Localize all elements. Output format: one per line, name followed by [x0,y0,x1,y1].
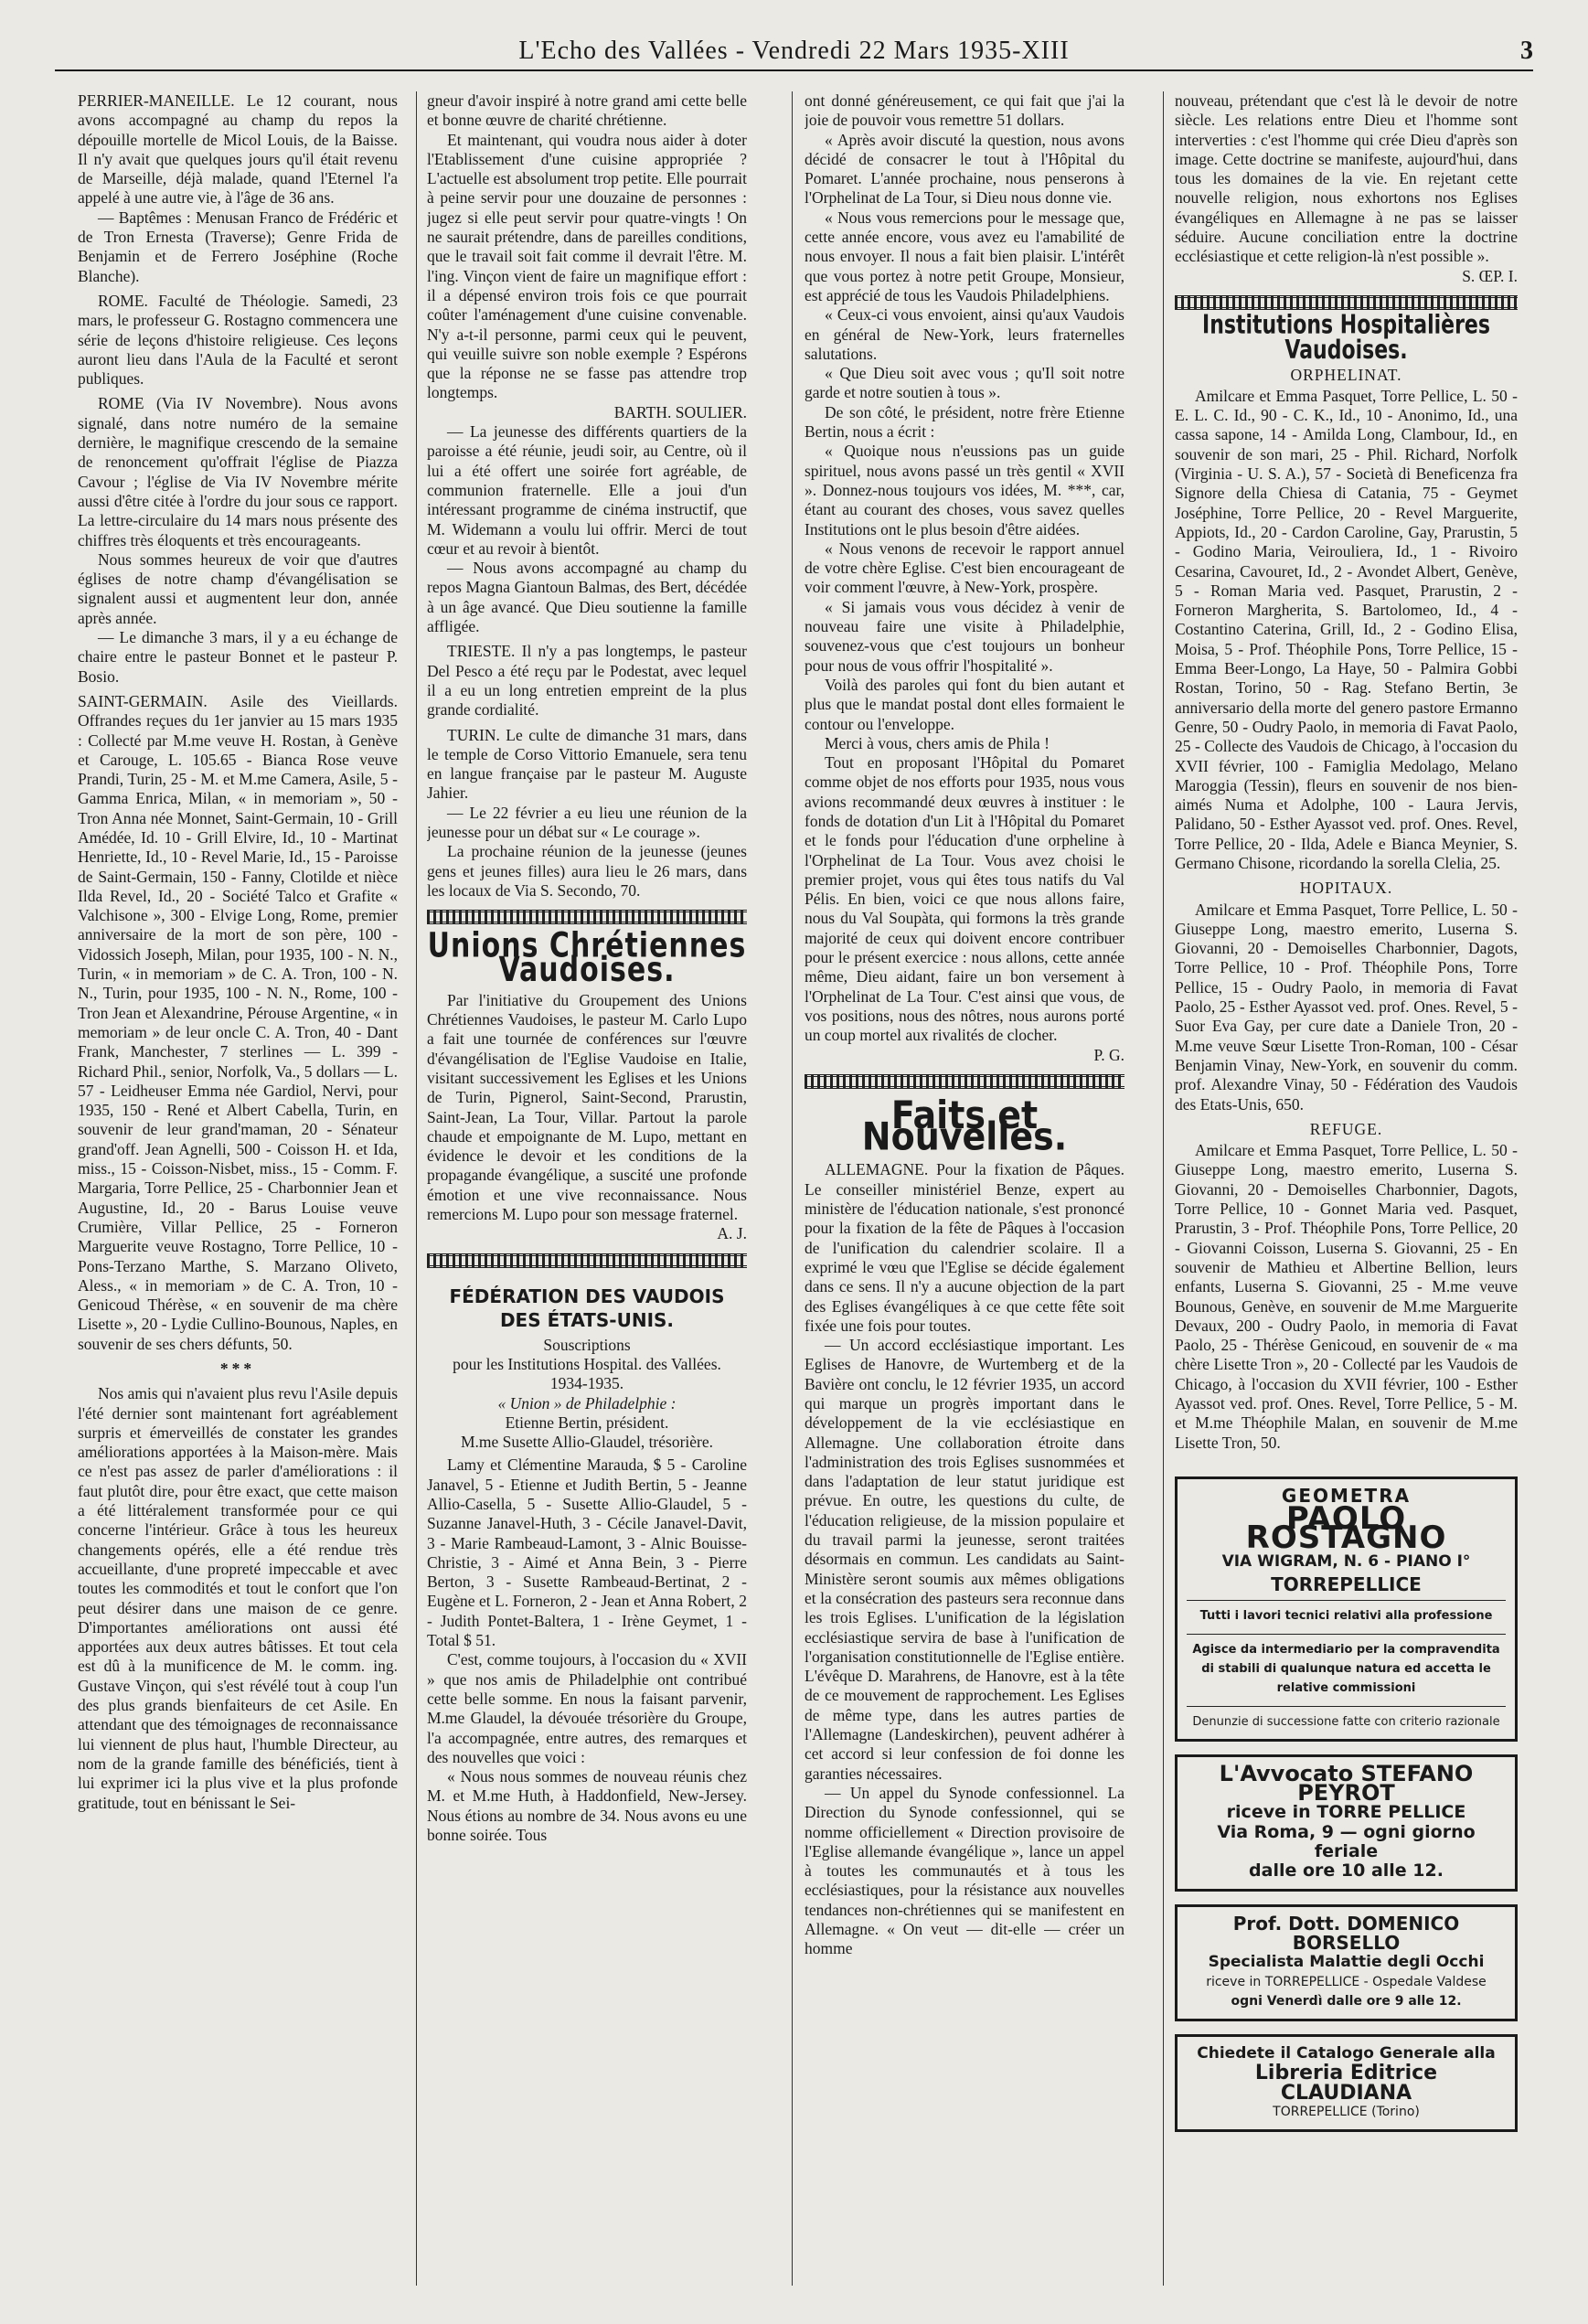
article-rome-pulpit-exchange: — Le dimanche 3 mars, il y a eu échange de chaire entre le pasteur Bonnet et le pasteur P. Bosio. [78,628,398,686]
letter-para: « Après avoir discuté la question, nous avons décidé de consacrer le tout à l'Hôpital du Pomaret. L'année prochaine, nous penserons à l'Orphelinat de La Tour, si Dieu nous donne vie. [805,130,1124,208]
ad-line: VIA WIGRAM, N. 6 - PIANO I° [1221,1551,1471,1571]
heading-institutions: Institutions Hospitalières Vaudoises. [1202,310,1490,367]
column-1 [78,91,398,2295]
article-accord: — Un accord ecclésiastique important. Les Eglises de Hanovre, de Wurtemberg et de la Bavière ont conclu, le 12 février 1935, un accord qui marque un progrès important dans le développement de la vie ecclésiastique en Allemagne. Une collaboration étroite dans l'administration des trois Eglises susnommées et dans l'adaptation de leur statut juridique est prévue. En outre, les questions du culte, de l'éducation religieuse, de la mission populaire et du travail parmi la jeunesse, seront traitées désormais en commun. Les candidats au Saint-Ministère seront soumis aux mêmes obligations et la consécration des pasteurs sera reconnue dans les trois Eglises. L'unification de la législation ecclésiastique servira de base à l'unification de l'organisation constitutionnelle de l'Eglise entière. L'évêque D. Marahrens, de Hanovre, est à la tête de ce mouvement de rapprochement. Les Eglises de même type, dans les autres parties de l'Allemagne (Landeskirchen), peuvent adhérer à cet accord si leur confession de foi donne les garanties nécessaires. [805,1336,1124,1783]
heading-orphelinat: ORPHELINAT. [1290,365,1402,384]
letter-para: « Que Dieu soit avec vous ; qu'Il soit notre garde et notre soutien à tous ». [805,364,1124,402]
article-perrier-maneille: PERRIER-MANEILLE. Le 12 courant, nous avons accompagné au champ du repos la dépouille mortelle de Micol Louis, de la Baisse. Il n'y avait que quelques jours qu'il était revenu de Marseille, déjà malade, quand l'Eternel l'a appelé à une autre vie, à l'âge de 36 ans. [78,91,398,208]
letter-para: Merci à vous, chers amis de Phila ! [825,733,1050,752]
fed-subtitle: 1934-1935. [549,1374,624,1393]
ad-line: Via Roma, 9 — ogni giorno feriale [1217,1821,1476,1862]
ad-line: Agisce da intermediario per la compravendita di stabili di qualunque natura ed accetta le relative commissioni [1187,1634,1506,1699]
heading-hopitaux: HOPITAUX. [1299,879,1393,898]
ad-line: Denunzie di successione fatte con criterio razionale [1187,1706,1506,1732]
list-hopitaux: Amilcare et Emma Pasquet, Torre Pellice, L. 50 - Giuseppe Long, maestro emerito, Luserna S. Giovanni, 20 - Demoiselles Charbonnier, Dagots, Torre Pellice, 10 - Prof. Théophile Pons, Torre Pellice, 15 - Oudry Paolo, in memoria di Favat Paolo, 25 - Esther Ayassot ved. prof. Ones. Revel, 5 - Suor Eva Gay, per cure date a Daniele Tron, 20 - M.me veuve Sœur Lisette Tron-Roman, 100 - César Benjamin Vinay, New-York, en souvenir du comm. prof. Alexandre Vinay, 50 - Fédération des Vaudois des Etats-Unis, 650. [1175,900,1518,1114]
ad-line: Libreria Editrice CLAUDIANA [1254,2062,1438,2105]
letter-para: « Ceux-ci vous envoient, ainsi qu'aux Vaudois en général de New-York, leurs fraternelles salutations. [805,305,1124,363]
article-cuisine: Et maintenant, qui voudra nous aider à doter l'Etablissement d'une cuisine appropriée ? L'actuelle est absolument trop petite. Elle pourrait à peine servir pour une douzaine de personnes : jugez si elle peut servir pour quatre-vingts ! On ne saurait prétendre, dans de pareilles conditions, que le travail soit fait comme il devrait l'être. M. l'ing. Vinçon vient de faire un magnifique effort : il a dépensé environ trois fois ce que pourrait coûter l'aménagement d'une cuisine convenable. N'y a-t-il personne, parmi ceux qui le peuvent, qui veuille suivre son noble exemple ? Espérons que la réponse ne se fasse pas attendre trop longtemps. [427,130,747,402]
fed-subtitle: « Union » de Philadelphie : [497,1393,677,1413]
article-turin-reunion: La prochaine réunion de la jeunesse (jeunes gens et jeunes filles) aura lieu le 26 mars, dans les locaux de Via S. Secondo, 70. [427,842,747,900]
article-allemagne-paques: ALLEMAGNE. Pour la fixation de Pâques. Le conseiller ministériel Benze, expert au ministère de l'éducation nationale, s'est prononcé pour la fixation de la fête de Pâques à l'occasion de l'unification du calendrier scolaire. Il a exprimé le vœu que l'Eglise se décide également dans ce sens. Il n'y a aucune objection de la part des Eglises évangéliques à ce que cette fête soit fixée une fois pour toutes. [805,1160,1124,1335]
ad-line: TORREPELLICE [1271,1573,1422,1596]
article-rome-churches: Nous sommes heureux de voir que d'autres églises de notre champ d'évangélisation se signalent aussi et augmentent leur don, année après année. [78,549,398,627]
ad-line: Specialista Malattie degli Occhi [1208,1953,1485,1972]
article-turin: TURIN. Le culte de dimanche 31 mars, dans le temple de Corso Vittorio Emanuele, sera tenu en langue française par le pasteur M. Auguste Jahier. [427,725,747,803]
fed-subtitle: Souscriptions [543,1335,631,1354]
letter-para: « Nous venons de recevoir le rapport annuel de votre chère Eglise. C'est bien encourageant de voir comment l'œuvre, à New-York, prospère. [805,538,1124,597]
fed-president: Etienne Bertin, président. [505,1413,669,1432]
letter-para: « Nous vous remercions pour le message que, cette année encore, vous avez eu l'amabilité de nous envoyer. Il nous a fait bien plaisir. L'intérêt que vous portez à notre petit Groupe, Monsieur, est apprécié de tous les Vaudois Philadelphiens. [805,208,1124,304]
signature-pg: P. G. [1093,1045,1124,1064]
ad-line: riceve in TORRE PELLICE [1226,1802,1466,1823]
list-refuge: Amilcare et Emma Pasquet, Torre Pellice, L. 50 - Giuseppe Long, maestro emerito, Luserna S. Giovanni, 20 - Demoiselles Charbonnier, Dagots, Torre Pellice, 10 - Gonnet Maria ved. Pasquet, Prarustin, 3 - Prof. Théophile Pons, Torre Pellice, 20 - Giovanni Coisson, Luserna S. Giovanni, 25 - En souvenir de Mathieu et Albertine Bellion, leurs enfants, Luserna S. Giovanni, 25 - M.me veuve Bounous, Genève, en souvenir de M.me Marguerite Devaux, 200 - Oudry Paolo, in memoria di Favat Paolo, 25 - Thérèse Genicoud, en souvenir de « ma chère Lisette Tron », 20 - Collecté par les Vaudois de Chicago, à l'occasion du XVII février, 100 - Esther Ayassot ved. prof. Ones. Revel, Torre Pellice, 5 - M. et M.me Théophile Malan, en souvenir de M.me Lisette Tron, 50. [1175,1141,1518,1452]
article-rome-via-iv-novembre: ROME (Via IV Novembre). Nous avons signalé, dans notre numéro de la semaine dernière, le magnifique crescendo de la semaine de renoncement qu'offrait l'église de Piazza Cavour ; l'église de Via IV Novembre mérite aussi d'être citée à l'ordre du jour sous ce rapport. La lettre-circulaire du 14 mars nous présente des chiffres très éloquents et très encourageants. [78,394,398,549]
article-champ-repos: — Nous avons accompagné au champ du repos Magna Giantoun Balmas, des Bert, décédée à un âge avancé. Que Dieu soutienne la famille affligée. [427,559,747,636]
ornamental-rule [427,910,747,924]
letter-para: « Quoique nous n'eussions pas un guide spirituel, nous avons passé un très gentil « XVII ». Donnez-nous toujours vos idées, M. ***, car, étant au courant des choses, vous savez quelles Institutions ont le plus besoin d'être aidées. [805,442,1124,538]
letter-para: Tout en proposant l'Hôpital du Pomaret comme objet de nos efforts pour 1935, nous vous avions recommandé deux œuvres à instituer : le fonds de dotation d'un Lit à l'Hôpital du Pomaret et le fonds pour l'éducation d'une orpheline à l'Orphelinat de La Tour. Vous avez choisi le premier projet, vous qui êtes tous natifs du Val Pélis. En bien, voici ce que nous allons faire, nous du Val Soupàta, qui formons la très grande majorité de ceux qui doivent encore contribuer pour le présent exercice : nous allons, cette année même, Dieu aidant, faire un bon versement à l'Orphelinat de La Tour. C'est ainsi que vous, de vos positions, nous des nôtres, nous aurons porté un coup mortel aux rivalités de clocher. [805,753,1124,1045]
ad-peyrot [1175,1754,1518,1892]
ad-borsello [1175,1904,1518,2021]
column-2 [427,91,747,2295]
column-rule [792,91,793,2286]
article-trieste: TRIESTE. Il n'y a pas longtemps, le pasteur Del Pesco a été reçu par le Podestat, avec lequel il a eu un long entretien empreint de la plus grande cordialité. [427,642,747,720]
fed-subtitle: pour les Institutions Hospital. des Vallées. [453,1354,721,1373]
article-philadelphie: C'est, comme toujours, à l'occasion du « XVII » que nos amis de Philadelphie ont contribué cette belle somme. En nous la faisant parvenir, M.me Glaudel, la dévouée trésorière du Groupe, l'a accompagnée, entre autres, des remarques et des nouvelles que voici : [427,1650,747,1766]
column-rule [1163,91,1164,2286]
heading-faits-nouvelles: Faits et Nouvelles. [861,1093,1068,1159]
ornamental-rule [427,1253,747,1268]
article-unions: Par l'initiative du Groupement des Unions Chrétiennes Vaudoises, le pasteur M. Carlo Lupo a fait une tournée de conférences sur l'œuvre d'évangélisation de l'Eglise Vaudoise en Italie, visitant successivement les Eglises et les Unions de Turin, Pignerol, Saint-Second, Prarustin, Saint-Jean, La Tour, Villar. Partout la parole chaude et empoignante de M. Lupo, mettant en évidence le devoir et les conditions de la propagande évangélique, a suscité une profonde émotion et une vive reconnaissance. Nous remercions M. Lupo pour son message fraternel. [427,990,747,1224]
letter-para: « Si jamais vous vous décidez à venir de nouveau faire une visite à Philadelphie, souvenez-vous que c'est toujours un bonheur pour nous de vous offrir l'hospitalité ». [805,597,1124,675]
article-synode-cont: nouveau, prétendant que c'est là le devoir de notre siècle. Les relations entre Dieu et l'homme sont interverties : c'est l'homme qui crée Dieu d'après son image. Cette doctrine se manifeste, aujourd'hui, dans tous les domaines de la vie. En rejetant cette nouvelle religion, nous exhortons nos Eglises évangéliques en Allemagne à ne pas se laisser séduire. Aucune conciliation entre la doctrine ecclésiastique et cette religion-là n'est possible ». [1175,91,1518,266]
ad-claudiana [1175,2034,1518,2132]
column-3 [805,91,1124,2295]
article-phila-cont: ont donné généreusement, ce qui fait que j'ai la joie de pouvoir vous remettre 51 dollars. [805,91,1124,130]
masthead [55,37,1533,71]
ad-line: PAOLO ROSTAGNO [1245,1500,1447,1557]
article-turin-debat: — Le 22 février a eu lieu une réunion de la jeunesse pour un débat sur « Le courage ». [427,803,747,841]
signature-soulier: BARTH. SOULIER. [613,402,747,421]
signature-aj: A. J. [717,1224,747,1243]
ad-line: riceve in TORREPELLICE - Ospedale Valdese [1206,1974,1487,1989]
ad-line: Chiedete il Catalogo Generale alla [1197,2044,1496,2063]
heading-refuge: REFUGE. [1309,1119,1383,1138]
ad-line: GEOMETRA [1281,1484,1412,1507]
article-jeunesse: — La jeunesse des différents quartiers de la paroisse a été réunie, jeudi soir, au Centre, où il lui a été offert une soirée fort agréable, de communion fraternelle. Elle a joui d'un intéressant programme de cinéma instructif, que M. Widemann a voulu lui offrir. Merci de tout cœur et au revoir à bientôt. [427,422,747,558]
signature-soepi: S. ŒP. I. [1462,266,1518,285]
column-4 [1175,91,1518,2295]
section-stars: *** [219,1359,256,1378]
page-number: 3 [1520,37,1533,65]
article-asile-cont: gneur d'avoir inspiré à notre grand ami cette belle et bonne œuvre de charité chrétienne. [427,91,747,130]
article-synode: — Un appel du Synode confessionnel. La Direction du Synode confessionnel, qui se nomme officiellement « Direction provisoire de l'Eglise allemande évangélique », lance un appel à toutes les communautés et à tous les ecclésiastiques, pour la résistance aux nouvelles tendances non-chrétiennes qui se manifestent en Allemagne. « On veut — dit-elle — créer un homme [805,1783,1124,1958]
ad-rostagno [1175,1476,1518,1742]
column-rule [416,91,417,2286]
article-baptemes: — Baptêmes : Menusan Franco de Frédéric et de Tron Ernesta (Traverse); Genre Frida de Benjamin et de Ferrero Joséphine (Roche Blanche). [78,208,398,285]
heading-unions-chretiennes: Unions Chrétiennes Vaudoises. [427,926,747,991]
letter-para: Voilà des paroles qui font du bien autant et plus que le mandat postal dont elles formaient le contour ou l'enveloppe. [805,675,1124,733]
ad-line: Prof. Dott. DOMENICO BORSELLO [1232,1912,1460,1954]
ad-line: TORREPELLICE (Torino) [1273,2105,1420,2120]
letter-para: De son côté, le président, notre frère Etienne Bertin, nous a écrit : [805,402,1124,442]
fed-list: Lamy et Clémentine Marauda, $ 5 - Caroline Janavel, 5 - Etienne et Judith Bertin, 5 - Jeanne Allio-Casella, 5 - Susette Allio-Glaudel, 5 - Suzanne Janavel-Huth, 3 - Cécile Janavel-Davit, 3 - Marie Rambeaud-Lamont, 3 - Alnic Bouisse-Christie, 3 - Aimé et Anna Bein, 3 - Pierre Berton, 3 - Susette Rambeaud-Bertinat, 2 - Eugène et L. Forneron, 2 - Jean et Anna Robert, 2 - Judith Pontet-Baltera, 1 - Irène Geymet, 1 - Total $ 51. [427,1455,747,1650]
article-saint-germain: SAINT-GERMAIN. Asile des Vieillards. Offrandes reçues du 1er janvier au 15 mars 1935 : Collecté par M.me veuve H. Rostan, à Genève et Carouge, L. 105.65 - Bianca Rose veuve Prandi, Turin, 25 - M. et M.me Camera, Asile, 5 - Gamma Enrica, Milan, « in memoriam », 50 - Tron Anna née Monnet, Saint-Germain, 10 - Grill Amédée, Id. 10 - Grill Elvire, Id., 10 - Martinat Henriette, Id., 10 - Revel Marie, Id., 15 - Paroisse de Saint-Germain, 150 - Fanny, Clotilde et nièce Ilda Revel, Id., 20 - Société Talco et Grafite « Valchisone », 300 - Elvige Long, Rome, premier anniversaire de la mort de son père, 100 - Vidossich Joseph, Milan, pour 1935, 100 - N. N., Turin, « in memoriam » de C. A. Tron, 100 - N. N., Turin, pour 1935, 100 - N. N., Rome, 100 - Tron Jean et Alexandrine, Pérouse Argentine, « in memoriam » de leur oncle C. A. Tron, 40 - Dant Frank, Manchester, 7 sterlines — L. 399 - Richard Phil., senior, Norfolk, Va., 5 dollars — L. 57 - Leidheuser Emma née Gardiol, Nervi, pour 1935, 150 - René et Albert Cabella, Turin, en souvenir de leur grand'maman, 20 - Sénateur grand'off. Jean Agnelli, 500 - Coisson H. et Ida, miss., 15 - Coisson-Nisbet, miss., 15 - Comm. F. Margaria, Torre Pellice, 25 - Charbonnier Jean et Augustine, Id., 20 - Barus Louise veuve Crumière, Villar Pellice, 25 - Forneron Marguerite veuve Rostagno, Torre Pellice, 10 - Pons-Terzano Marthe, S. Marzano Oliveto, Aless., « in memoriam » de C. A. Tron, 10 - Genicoud Thérèse, « en souvenir de ma chère Lisette », 20 - Lydie Cullino-Bounous, Naples, en souvenir de ses chers défunts, 50. [78,691,398,1353]
ad-line: L'Avvocato STEFANO PEYROT [1219,1760,1474,1807]
ornamental-rule [1175,295,1518,310]
masthead-title: L'Echo des Vallées - Vendredi 22 Mars 1935-XIII [518,37,1070,65]
list-orphelinat: Amilcare et Emma Pasquet, Torre Pellice, L. 50 - E. L. C. Id., 90 - C. K., Id., 10 - Anonimo, Id., una cassa sapone, 14 - Amilda Long, Clambour, Id., en souvenir de son mari, 25 - Phil. Richard, Norfolk (Virginia - U. S. A.), 57 - Società di Beneficenza fra Signore della Chiesa di Catania, 75 - Geymet Joséphine, Torre Pellice, 20 - Revel Marguerite, Appiots, Id., 20 - Cardon Caroline, Gay, Prarustin, 5 - Godino Maria, Veirouliera, Id., 1 - Rivoiro Cesarina, Cavouret, Id., 2 - Avondet Albert, Genève, 5 - Roman Maria ved. Pasquet, Prarustin, 2 - Forneron Margherita, S. Bartolomeo, Id., 4 - Costantino Caterina, Grill, Id., 2 - Godino Elisa, Moisa, 5 - Prof. Théophile Pons, Torre Pellice, 15 - Emma Beer-Longo, La Haye, 50 - Palmira Gobbi Rostan, Torino, 50 - Rag. Stefano Bertin, 3e anniversario della morte del genero pastore Ermanno Genre, 50 - Oudry Paolo, in memoria di Favat Paolo, 25 - Collecte des Vaudois de Chicago, à l'occasion du XVII février, 100 - Famiglia Medolago, Melano Maroggia (Tessin), fleurs en souvenir de nos bien-aimés Numa et Adolphe, 100 - Laura Jervis, Palidano, 50 - Esther Ayassot ved. prof. Ones. Revel, Torre Pellice, 20 - Ilda, Adele e Bianca Meynier, S. Germano Chisone, ricordando la sorella Clelia, 25. [1175,386,1518,872]
ornamental-rule [805,1074,1124,1089]
heading-federation: FÉDÉRATION DES VAUDOIS DES ÉTATS-UNIS. [449,1285,725,1331]
article-asile: Nos amis qui n'avaient plus revu l'Asile depuis l'été dernier sont maintenant fort agréablement surpris et émerveillés de constater les grandes améliorations apportées à la Maison-mère. Mais ce n'est pas assez de parler d'améliorations : il faut plutôt dire, pour être exact, que cette maison a été littéralement transformée pour ce qui concerne l'intérieur. Grâce à tous les heureux changements opérés, elle a été rendue très accueillante, d'une propreté impeccable et avec toutes les commodités et tout le confort que l'on peut désirer dans une maison de ce genre. D'importantes améliorations ont aussi été apportées aux deux autres bâtisses. Et tout cela est dû à la munificence de M. le comm. ing. Gustave Vinçon, qui s'est révélé tout à coup l'un des plus grands bienfaiteurs de cet Asile. En attendant que des témoignages de reconnaissance lui viennent de plus haut, l'humble Directeur, au nom de la grande famille des bénéficiés, tient à lui exprimer ici la plus vive et la plus profonde gratitude, tout en bénissant le Sei- [78,1384,398,1812]
ad-line: ogni Venerdì dalle ore 9 alle 12. [1231,1993,1462,2009]
article-rome-faculte: ROME. Faculté de Théologie. Samedi, 23 mars, le professeur G. Rostagno commencera une série de leçons d'histoire religieuse. Ces leçons auront lieu dans l'Aula de la Faculté et seront publiques. [78,291,398,389]
ad-line: dalle ore 10 alle 12. [1249,1860,1444,1882]
fed-treasurer: M.me Susette Allio-Glaudel, trésorière. [460,1433,714,1452]
ad-line: Tutti i lavori tecnici relativi alla professione [1187,1600,1506,1626]
article-haddonfield: « Nous nous sommes de nouveau réunis chez M. et M.me Huth, à Haddonfield, New-Jersey. Nous étions au nombre de 34. Nous avons eu une bonne soirée. Tous [427,1767,747,1845]
